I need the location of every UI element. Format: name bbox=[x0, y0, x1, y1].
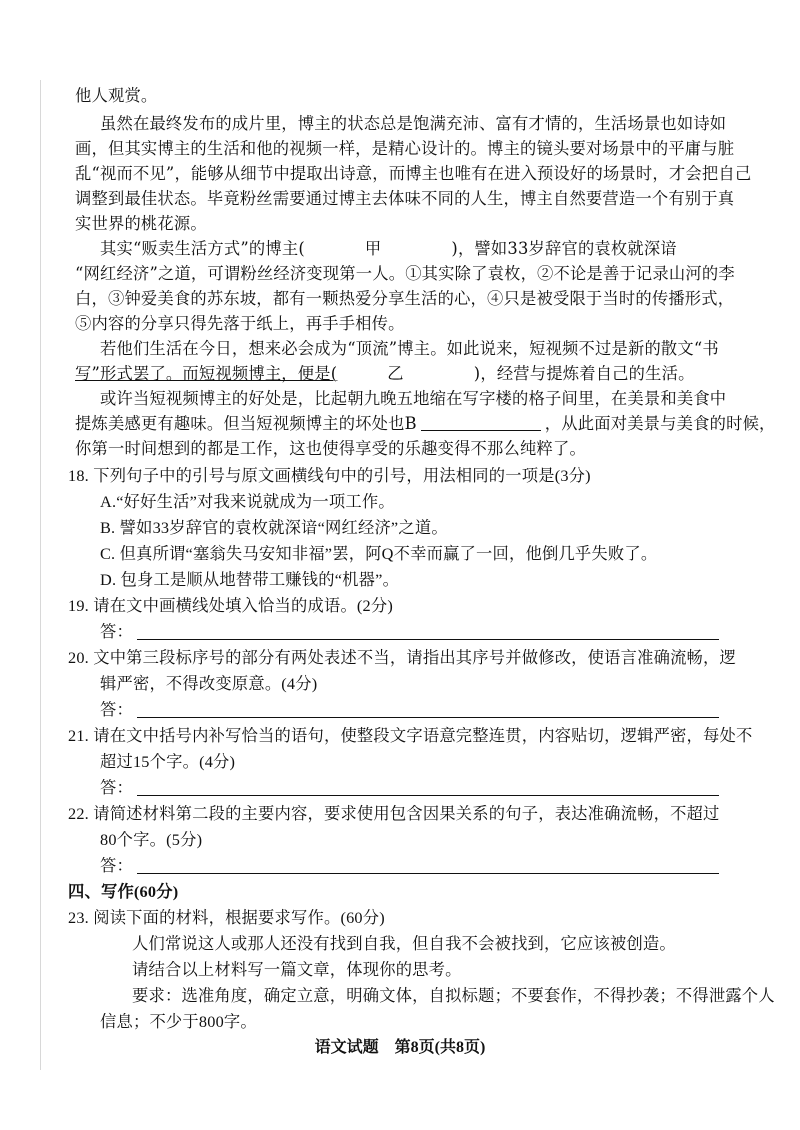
passage-line: 若他们生活在今日，想来必会成为“顶流”博主。如此说来，短视频不过是新的散文“书 bbox=[100, 339, 719, 358]
passage-line: 调整到最佳状态。毕竟粉丝需要通过博主去体味不同的人生，博主自然要营造一个有别于真 bbox=[75, 189, 735, 208]
passage-line: 实世界的桃花源。 bbox=[75, 214, 207, 233]
passage-line: ⑤内容的分享只得先落于纸上，再手手相传。 bbox=[75, 314, 405, 333]
writing-task: 请结合以上材料写一篇文章，体现你的思考。 bbox=[132, 960, 462, 979]
bracket-marker-yi: 乙 bbox=[387, 364, 404, 383]
text-segment: ，从此面对美景与美食的时候， bbox=[544, 414, 776, 433]
text-segment: 其实“贩卖生活方式”的博主( bbox=[100, 239, 305, 258]
question-18-stem: 18. 下列句子中的引号与原文画横线句中的引号，用法相同的一项是(3分) bbox=[68, 466, 591, 485]
passage-line: 乱“视而不见”，能够从细节中提取出诗意，而博主也唯有在进入预设好的场景时，才会把自己 bbox=[75, 164, 752, 183]
question-22-stem-cont: 80个字。(5分) bbox=[100, 830, 203, 849]
passage-line: 虽然在最终发布的成片里，博主的状态总是饱满充沛、富有才情的，生活场景也如诗如 bbox=[100, 114, 727, 133]
answer-line bbox=[100, 620, 715, 644]
text-segment: 提炼美感更有趣味。但当短视频博主的坏处也B bbox=[75, 414, 417, 433]
answer-label: 答： bbox=[100, 778, 133, 797]
answer-line bbox=[100, 776, 715, 800]
passage-line: “网红经济”之道，可谓粉丝经济变现第一人。①其实除了袁枚，②不论是善于记录山河的李 bbox=[75, 264, 735, 283]
option-d[interactable]: D. 包身工是顺从地替带工赚钱的“机器”。 bbox=[100, 570, 400, 589]
question-23-stem: 23. 阅读下面的材料，根据要求写作。(60分) bbox=[68, 908, 385, 927]
question-21-stem-cont: 超过15个字。(4分) bbox=[100, 752, 236, 771]
answer-input-19[interactable] bbox=[137, 621, 719, 640]
question-19-stem: 19. 请在文中画横线处填入恰当的成语。(2分) bbox=[68, 596, 393, 615]
answer-input-20[interactable] bbox=[137, 699, 719, 718]
bracket-marker-jia: 甲 bbox=[364, 239, 382, 258]
question-20-stem: 20. 文中第三段标序号的部分有两处表述不当，请指出其序号并做修改，使语言准确流畅，逻 bbox=[68, 648, 736, 667]
passage-line bbox=[75, 412, 776, 436]
option-b[interactable]: B. 譬如33岁辞官的袁枚就深谙“网红经济”之道。 bbox=[100, 518, 448, 537]
passage-line: 或许当短视频博主的好处是，比起朝九晚五地缩在写字楼的格子间里，在美景和美食中 bbox=[100, 389, 727, 408]
passage-line: 你第一时间想到的都是工作，这也使得享受的乐趣变得不那么纯粹了。 bbox=[75, 439, 586, 458]
passage-line: 他人观赏。 bbox=[75, 86, 158, 105]
option-a[interactable]: A.“好好生活”对我来说就成为一项工作。 bbox=[100, 492, 395, 511]
answer-label: 答： bbox=[100, 622, 133, 641]
answer-input-21[interactable] bbox=[137, 777, 719, 796]
writing-material: 人们常说这人或那人还没有找到自我，但自我不会被找到，它应该被创造。 bbox=[132, 934, 676, 953]
answer-line bbox=[100, 698, 715, 722]
text-segment: )，经营与提炼着自己的生活。 bbox=[473, 364, 695, 383]
answer-label: 答： bbox=[100, 700, 133, 719]
writing-requirements-cont: 信息；不少于800字。 bbox=[100, 1012, 257, 1031]
question-20-stem-cont: 辑严密，不得改变原意。(4分) bbox=[100, 674, 318, 693]
page-footer: 语文试题 第8页(共8页) bbox=[314, 1039, 486, 1056]
question-22-stem: 22. 请简述材料第二段的主要内容，要求使用包含因果关系的句子，表达准确流畅，不超过 bbox=[68, 804, 720, 823]
section-heading-writing: 四、写作(60分) bbox=[68, 882, 179, 901]
answer-line bbox=[100, 854, 715, 878]
answer-label: 答： bbox=[100, 856, 133, 875]
option-c[interactable]: C. 但真所谓“塞翁失马安知非福”罢，阿Q不幸而赢了一回，他倒几乎失败了。 bbox=[100, 544, 658, 563]
passage-line bbox=[75, 362, 715, 386]
passage-line: 白，③钟爱美食的苏东坡，都有一颗热爱分享生活的心，④只是被受限于当时的传播形式， bbox=[75, 289, 735, 308]
text-segment: 写”形式罢了。而短视频博主，便是( bbox=[75, 364, 338, 383]
answer-input-22[interactable] bbox=[137, 855, 719, 874]
question-21-stem: 21. 请在文中括号内补写恰当的语句，使整段文字语意完整连贯，内容贴切，逻辑严密，每处不 bbox=[68, 726, 753, 745]
passage-line bbox=[100, 237, 715, 261]
fill-blank-B[interactable] bbox=[421, 414, 541, 431]
writing-requirements: 要求：选准角度，确定立意，明确文体，自拟标题；不要套作，不得抄袭；不得泄露个人 bbox=[132, 986, 775, 1005]
passage-line: 画，但其实博主的生活和他的视频一样，是精心设计的。博主的镜头要对场景中的平庸与脏 bbox=[75, 139, 735, 158]
text-segment: )，譬如33岁辞官的袁枚就深谙 bbox=[451, 239, 677, 258]
